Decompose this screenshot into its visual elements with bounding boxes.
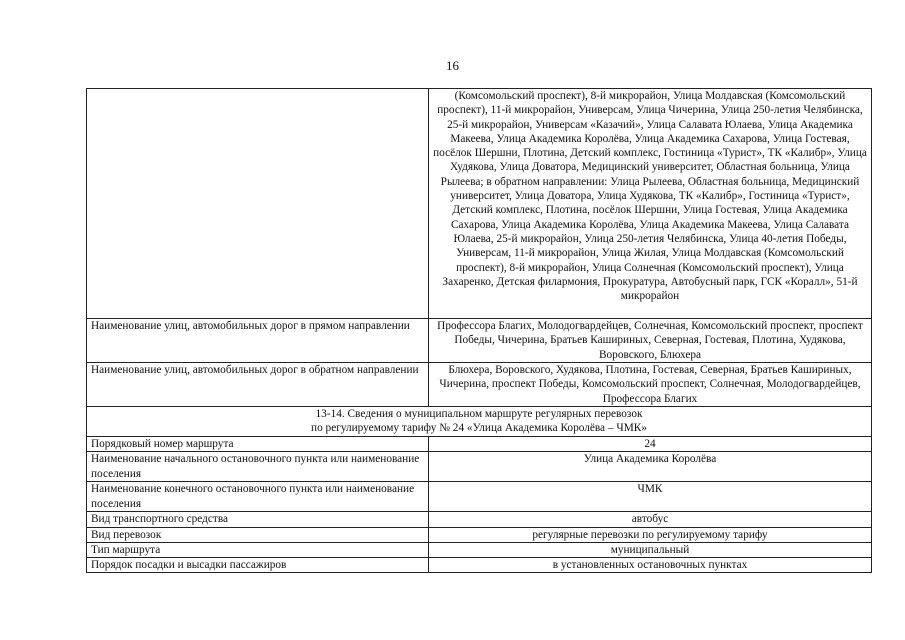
row-label: Наименование начального остановочного пункта или наименование поселения xyxy=(87,452,429,482)
row-label: Вид транспортного средства xyxy=(87,512,429,527)
table-row xyxy=(87,363,872,407)
stops-continuation-cell: (Комсомольский проспект), 8-й микрорайон, Улица Молдавская (Комсомольский проспект), 11-й микрорайон, Универсам, Улица Чичерина, Улица 250-летия Челябинска, 25-й микрорайон, Универсам «Казачий», Улица Салавата Юлаева, Улица Академика Макеева, Улица Академика Королёва, Улица Академика Сахарова, Улица Гостевая, посёлок Шершни, Плотина, Детский комплекс, Гостиница «Турист», ТК «Калибр», Улица Худякова, Улица Доватора, Медицинский университет, Областная больница, Улица Рылеева; в обратном направлении: Улица Рылеева, Областная больница, Медицинский университет, Улица Доватора, Улица Худякова, ТК «Калибр», Гостиница «Турист», Детский комплекс, Плотина, посёлок Шершни, Улица Гостевая, Улица Академика Сахарова, Улица Академика Королёва, Улица Академика Макеева, Улица Салавата Юлаева, 25-й микрорайон, Улица 250-летия Челябинска, Улица 40-летия Победы, Универсам, 11-й микрорайон, Улица Жилая, Улица Молдавская (Комсомольский проспект), 8-й микрорайон, Улица Солнечная (Комсомольский проспект), Улица Захаренко, Детская филармония, Прокуратура, Автобусный парк, ГСК «Коралл», 51-й микрорайон xyxy=(429,89,872,319)
table-row xyxy=(87,407,872,437)
route-info-table xyxy=(86,88,872,573)
section-heading xyxy=(87,407,872,437)
streets-reverse-label: Наименование улиц, автомобильных дорог в обратном направлении xyxy=(87,363,429,407)
row-value: регулярные перевозки по регулируемому тарифу xyxy=(429,527,872,542)
section-heading-line2: по регулируемому тарифу № 24 «Улица Академика Королёва – ЧМК» xyxy=(311,422,647,435)
streets-reverse-value: Блюхера, Воровского, Худякова, Плотина, Гостевая, Северная, Братьев Кашириных, Чичерина, проспект Победы, Комсомольский проспект, Солнечная, Молодогвардейцев, Профессора Благих xyxy=(429,363,872,407)
row-label: Порядковый номер маршрута xyxy=(87,437,429,452)
page-number: 16 xyxy=(446,58,459,73)
empty-cell xyxy=(87,89,429,319)
row-value: Улица Академика Королёва xyxy=(429,452,872,482)
table-row xyxy=(87,558,872,573)
row-label: Порядок посадки и высадки пассажиров xyxy=(87,558,429,573)
table-row xyxy=(87,452,872,482)
table-row xyxy=(87,437,872,452)
row-label: Тип маршрута xyxy=(87,542,429,557)
table-row xyxy=(87,542,872,557)
row-value: ЧМК xyxy=(429,482,872,512)
section-heading-line1: 13-14. Сведения о муниципальном маршруте регулярных перевозок xyxy=(315,408,643,420)
row-label: Наименование конечного остановочного пункта или наименование поселения xyxy=(87,482,429,512)
table-row xyxy=(87,319,872,363)
row-value: автобус xyxy=(429,512,872,527)
table-row xyxy=(87,527,872,542)
table-row xyxy=(87,482,872,512)
table-row xyxy=(87,89,872,319)
streets-forward-value: Профессора Благих, Молодогвардейцев, Солнечная, Комсомольский проспект, проспект Победы, Чичерина, Братьев Кашириных, Северная, Гостевая, Плотина, Худякова, Воровского, Блюхера xyxy=(429,319,872,363)
row-value: муниципальный xyxy=(429,542,872,557)
streets-forward-label: Наименование улиц, автомобильных дорог в прямом направлении xyxy=(87,319,429,363)
row-value: 24 xyxy=(429,437,872,452)
table-row xyxy=(87,512,872,527)
row-value: в установленных остановочных пунктах xyxy=(429,558,872,573)
row-label: Вид перевозок xyxy=(87,527,429,542)
